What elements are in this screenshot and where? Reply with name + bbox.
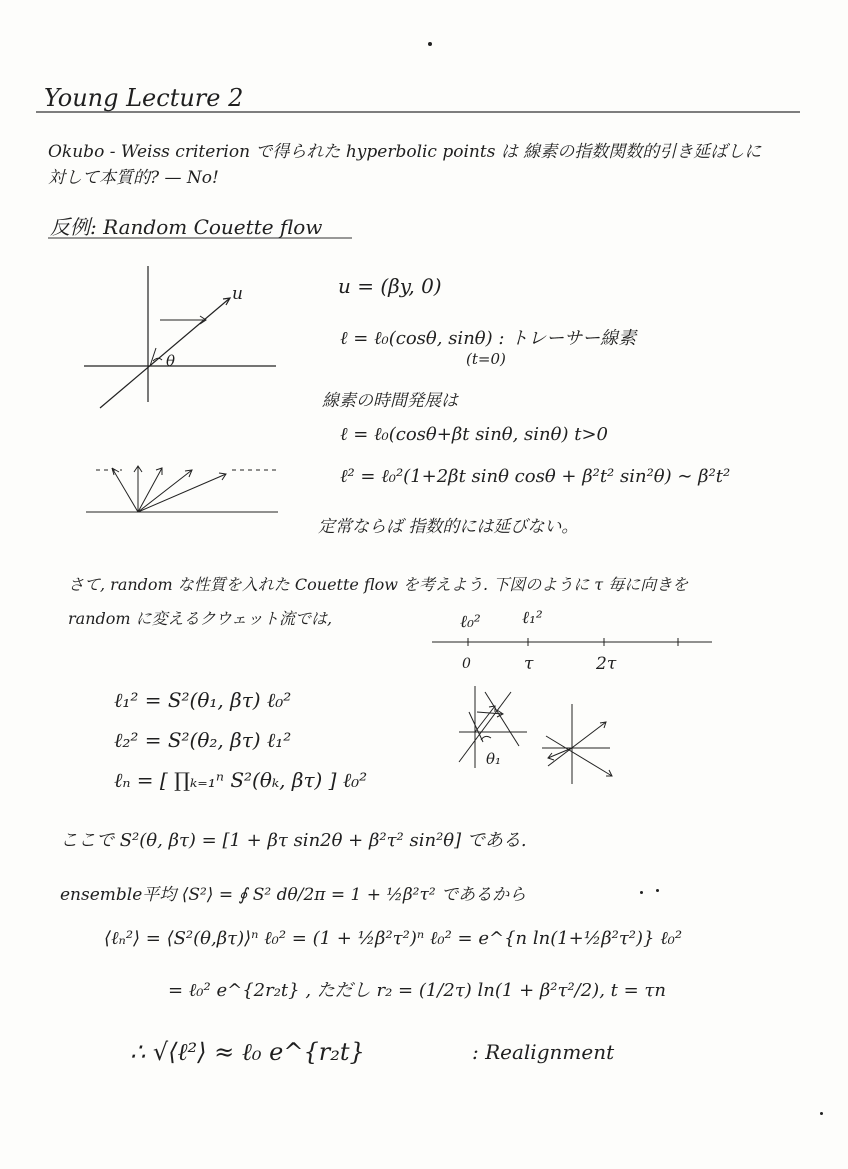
random-line2: random に変えるクウェット流では, (68, 609, 333, 628)
random-line1: さて, random な性質を入れた Couette flow を考えよう. 下図のように τ 毎に向きを (68, 575, 689, 594)
heading-underline (0, 236, 848, 244)
timeline-axis (428, 632, 728, 662)
timeline-t1: τ (524, 654, 534, 674)
stretched-vectors-diagram (82, 460, 282, 530)
random-flow-diagram-2 (540, 700, 630, 790)
s-definition: ここで S²(θ, βτ) = [1 + βτ sin2θ + β²τ² sin²θ] である. (60, 830, 527, 851)
evolution-intro: 線素の時間発展は (322, 391, 458, 411)
shear-flow-diagram (80, 262, 280, 412)
timeline-l1: ℓ₁² (522, 608, 543, 628)
tracer-cond: (t=0) (466, 350, 506, 368)
eq-ln: ℓₙ = [ ∏ₖ₌₁ⁿ S²(θₖ, βτ) ] ℓ₀² (114, 768, 368, 792)
page-dot-ensemble (640, 891, 643, 894)
eq-l2: ℓ₂² = S²(θ₂, βτ) ℓ₁² (114, 728, 292, 752)
intro-line1: Okubo - Weiss criterion で得られた hyperbolic points は 線素の指数関数的引き延ばしに (48, 142, 762, 162)
intro-line2: 対して本質的? — No! (48, 168, 219, 188)
timeline-t2: 2τ (596, 654, 617, 674)
result-eq: ∴ √⟨ℓ²⟩ ≈ ℓ₀ e^{r₂t} (130, 1038, 365, 1066)
tracer-eq: ℓ = ℓ₀(cosθ, sinθ) : トレーサー線素 (340, 328, 637, 349)
velocity-eq: u = (βy, 0) (338, 274, 442, 298)
axis-label-u: u (232, 284, 243, 304)
steady-note: 定常ならば 指数的には延びない。 (318, 517, 579, 537)
result-label: : Realignment (472, 1040, 615, 1064)
ensemble-average: ensemble平均 ⟨S²⟩ = ∮ S² dθ/2π = 1 + ½β²τ² であるから (60, 885, 527, 905)
evolution-eq: ℓ = ℓ₀(cosθ+βt sinθ, sinθ) t>0 (340, 424, 608, 445)
page-title: Young Lecture 2 (44, 84, 244, 112)
eq-l1: ℓ₁² = S²(θ₁, βτ) ℓ₀² (114, 688, 292, 712)
page-dot-top (428, 42, 432, 46)
title-underline (0, 108, 848, 118)
norm-eq: ℓ² = ℓ₀²(1+2βt sinθ cosθ + β²t² sin²θ) ∼ β²t² (340, 466, 731, 487)
avg-eq2: = ℓ₀² e^{2r₂t} , ただし r₂ = (1/2τ) ln(1 + β²τ²/2), t = τn (168, 980, 666, 1001)
page-dot-right (820, 1112, 823, 1115)
theta1-label: θ₁ (486, 750, 502, 768)
avg-eq1: ⟨ℓₙ²⟩ = ⟨S²(θ,βτ)⟩ⁿ ℓ₀² = (1 + ½β²τ²)ⁿ ℓ₀² = e^{n ln(1+½β²τ²)} ℓ₀² (104, 928, 683, 949)
page-dot-ensemble2 (656, 889, 659, 892)
timeline-l0: ℓ₀² (460, 612, 481, 632)
axis-label-theta: θ (166, 352, 176, 370)
counter-example-heading: 反例: Random Couette flow (50, 215, 323, 239)
timeline-t0: 0 (462, 656, 471, 672)
